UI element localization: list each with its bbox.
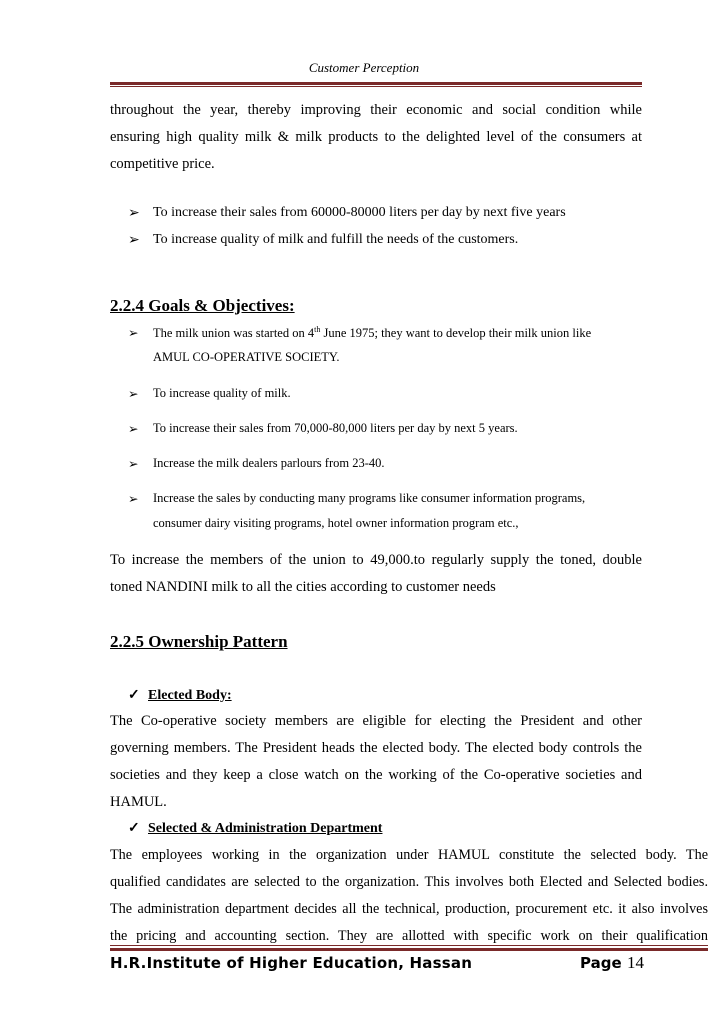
subheading-selected-admin: ✓ Selected & Administration Department [128,821,383,836]
check-icon: ✓ [128,821,140,836]
section-heading: 2.2.4 Goals & Objectives: [110,296,295,315]
footer-page-label: Page [580,954,622,972]
intro-line: ensuring high quality milk & milk products to the delighted level of the consumers at [110,129,642,145]
arrow-bullet-icon: ➢ [128,206,140,221]
elected-paragraph: The Co-operative society members are eligible for electing the President and other governing members. The President heads the elected body. The elected body controls the societies and they keep a close watch on the working of the Co-operative societies and HAMUL. [110,713,642,810]
intro-line: throughout the year, thereby improving their economic and social condition while [110,102,642,118]
intro-paragraph [110,97,642,178]
arrow-bullet-icon: ➢ [128,326,139,340]
arrow-bullet-icon: ➢ [128,492,139,506]
footer-rule [110,948,708,951]
footer-rule-thin [110,945,708,946]
footer-page-number: 14 [627,953,644,972]
arrow-bullet-icon: ➢ [128,233,140,248]
members-paragraph: To increase the members of the union to 49,000.to regularly supply the toned, double toned NANDINI milk to all the cities according to customer needs [110,552,642,595]
section-heading: 2.2.5 Ownership Pattern [110,632,288,651]
arrow-bullet-icon: ➢ [128,387,139,401]
intro-line: competitive price. [110,156,215,172]
selected-paragraph: The employees working in the organization under HAMUL constitute the selected body. The qualified candidates are selected to the organization. This involves both Elected and Selected bodies. The administration department decides all the technical, production, procurement etc. it also involves the pricing and accounting section. They are allotted with specific work on their qualification [110,847,708,944]
footer-institute: H.R.Institute of Higher Education, Hassan [110,954,473,972]
check-icon: ✓ [128,688,140,703]
running-header: Customer Perception [308,60,420,75]
header-rule-thin [110,86,642,87]
arrow-bullet-icon: ➢ [128,422,139,436]
subheading-elected-body: ✓ Elected Body: [128,688,232,703]
arrow-bullet-icon: ➢ [128,457,139,471]
header-rule [110,82,642,85]
